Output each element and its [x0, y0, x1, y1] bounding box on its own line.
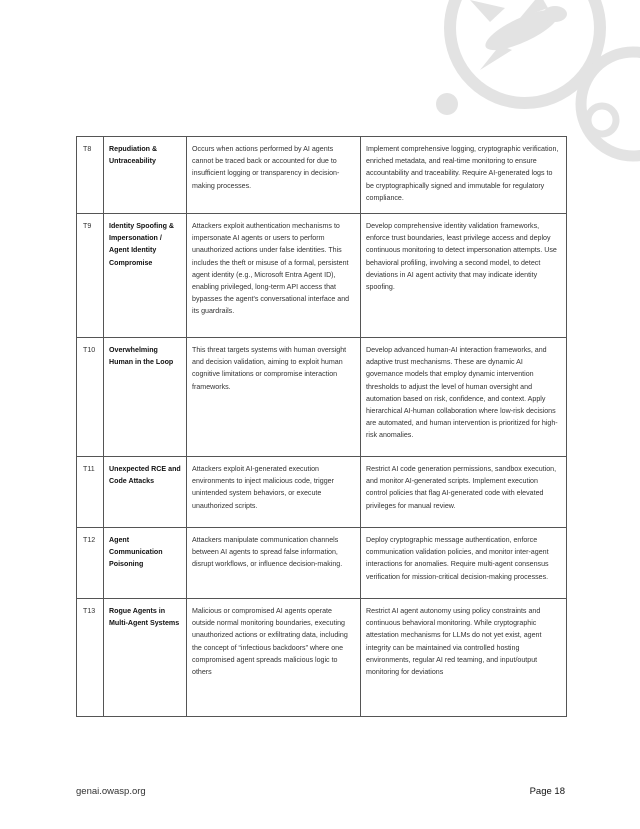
threat-mitigation: Restrict AI agent autonomy using policy constraints and continuous behavioral monitoring. While cryptographic attestation mechanisms for LLMs do not yet exist, agent integrity can be maintained via controlled hosting environments, regular AI red teaming, and input/output monitoring for deviations	[361, 599, 567, 717]
threat-description: Malicious or compromised AI agents operate outside normal monitoring boundaries, executing unauthorized actions or exfiltrating data, including the concept of “infectious backdoors” where one compromised agent spreads malicious logic to others	[187, 599, 361, 717]
threat-name: Rogue Agents in Multi-Agent Systems	[104, 599, 187, 717]
threat-name: Overwhelming Human in the Loop	[104, 338, 187, 457]
threat-mitigation: Develop comprehensive identity validation frameworks, enforce trust boundaries, least privilege access and deploy continuous monitoring to detect impersonation attempts. Use behavioral profiling, involving a second model, to detect deviations in AI agent activity that may indicate identity spoofing.	[361, 214, 567, 338]
threat-table	[76, 136, 567, 717]
threat-description: Attackers manipulate communication channels between AI agents to spread false information, disrupt workflows, or influence decision-making.	[187, 528, 361, 599]
threat-mitigation: Deploy cryptographic message authentication, enforce communication validation policies, and monitor inter-agent interactions for anomalies. Require multi-agent consensus verification for mission-critical decision-making processes.	[361, 528, 567, 599]
threat-id: T11	[77, 457, 104, 528]
threat-name: Repudiation & Untraceability	[104, 137, 187, 214]
threat-mitigation: Restrict AI code generation permissions, sandbox execution, and monitor AI-generated scripts. Implement execution control policies that flag AI-generated code with elevated privileges for manual review.	[361, 457, 567, 528]
threat-id: T8	[77, 137, 104, 214]
threat-id: T9	[77, 214, 104, 338]
threat-id: T13	[77, 599, 104, 717]
page-number: Page 18	[529, 786, 565, 797]
decor-ring-small	[588, 106, 616, 134]
threat-id: T12	[77, 528, 104, 599]
footer-site-link[interactable]: genai.owasp.org	[76, 786, 146, 797]
table-row	[77, 338, 567, 457]
decor-ring-right	[581, 52, 640, 156]
threat-mitigation: Implement comprehensive logging, cryptographic verification, enriched metadata, and real-time monitoring to ensure accountability and traceability. Require AI-generated logs to be cryptographically signed and immutable for regulatory compliance.	[361, 137, 567, 214]
wasp-logo-icon	[470, 0, 567, 70]
threat-description: Attackers exploit AI-generated execution environments to inject malicious code, trigger unintended system behaviors, or execute unauthorized scripts.	[187, 457, 361, 528]
table-row	[77, 528, 567, 599]
decor-ring-large	[450, 0, 600, 103]
threat-description: Attackers exploit authentication mechanisms to impersonate AI agents or users to perform unauthorized actions under false identities. This includes the theft or misuse of a formal, persistent agent identity (e.g., Microsoft Entra Agent ID), enabling privileged, long-term API access that bypasses the agent's conversational interface and its guardrails.	[187, 214, 361, 338]
threat-name: Agent Communication Poisoning	[104, 528, 187, 599]
decor-dot	[436, 93, 458, 115]
threat-name: Unexpected RCE and Code Attacks	[104, 457, 187, 528]
threat-name: Identity Spoofing & Impersonation / Agent Identity Compromise	[104, 214, 187, 338]
table-row	[77, 137, 567, 214]
table-row	[77, 457, 567, 528]
threat-mitigation: Develop advanced human-AI interaction frameworks, and adaptive trust mechanisms. These are dynamic AI governance models that employ dynamic intervention thresholds to adjust the level of human oversight and automation based on risk, confidence, and context. Apply hierarchical AI-human collaboration where low-risk decisions are automated, and human intervention is prioritized for high-risk anomalies.	[361, 338, 567, 457]
table-row	[77, 599, 567, 717]
threat-description: This threat targets systems with human oversight and decision validation, aiming to exploit human cognitive limitations or compromise interaction frameworks.	[187, 338, 361, 457]
threat-description: Occurs when actions performed by AI agents cannot be traced back or accounted for due to insufficient logging or transparency in decision-making processes.	[187, 137, 361, 214]
table-row	[77, 214, 567, 338]
threat-id: T10	[77, 338, 104, 457]
